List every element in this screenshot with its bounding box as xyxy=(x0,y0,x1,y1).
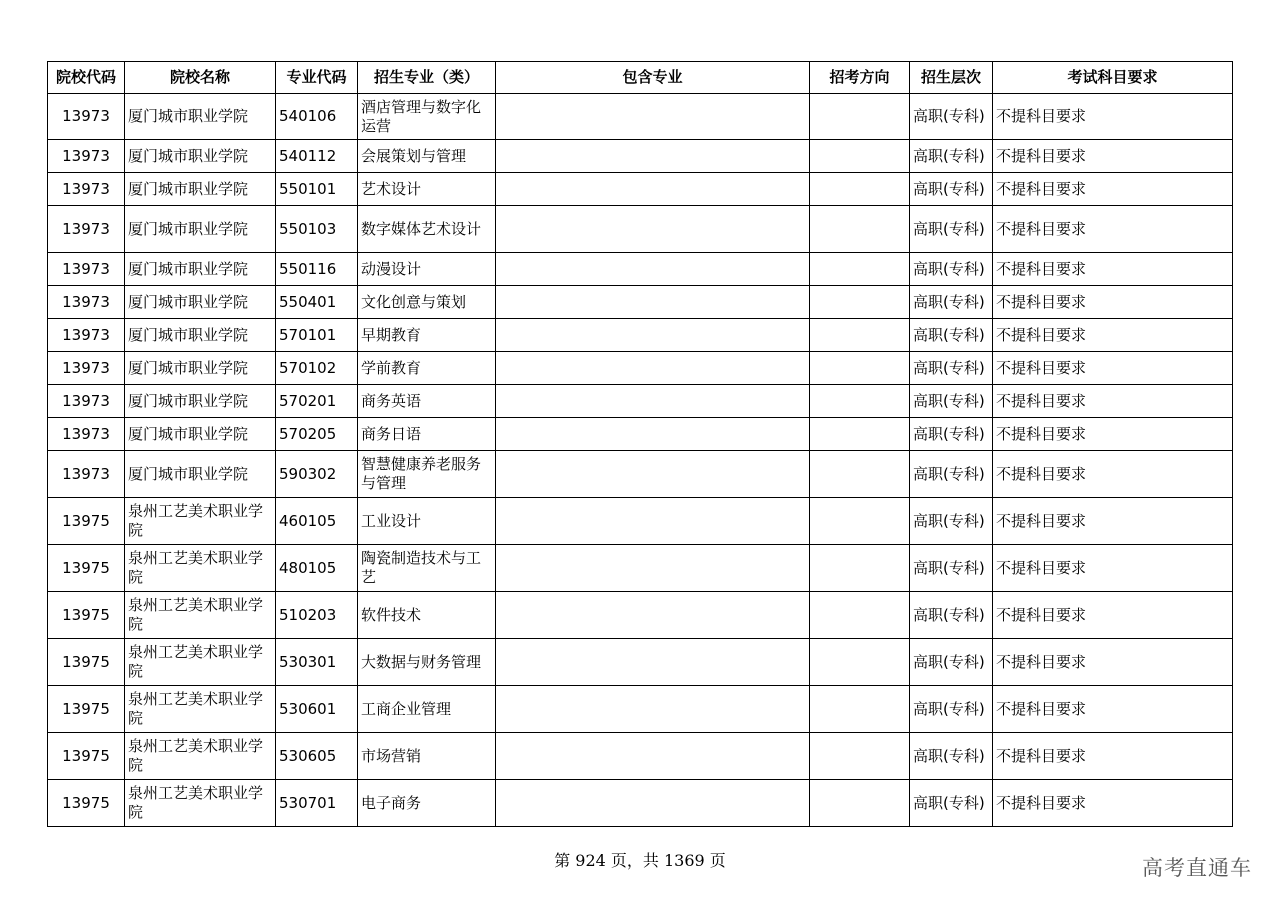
cell-school-code: 13975 xyxy=(48,592,125,639)
cell-direction xyxy=(810,352,910,385)
cell-direction xyxy=(810,639,910,686)
cell-major: 智慧健康养老服务与管理 xyxy=(358,451,496,498)
cell-major-code: 530601 xyxy=(276,686,358,733)
cell-direction xyxy=(810,173,910,206)
header-major-code: 专业代码 xyxy=(276,62,358,94)
cell-major-code: 530701 xyxy=(276,780,358,827)
cell-school-name: 厦门城市职业学院 xyxy=(125,451,276,498)
table-row xyxy=(48,418,1233,451)
cell-school-code: 13973 xyxy=(48,140,125,173)
cell-school-code: 13973 xyxy=(48,253,125,286)
watermark: 高考直通车 xyxy=(1142,856,1252,880)
cell-school-code: 13975 xyxy=(48,686,125,733)
cell-level: 高职(专科) xyxy=(910,451,993,498)
cell-major-code: 550101 xyxy=(276,173,358,206)
cell-school-name: 厦门城市职业学院 xyxy=(125,319,276,352)
cell-school-name: 泉州工艺美术职业学院 xyxy=(125,592,276,639)
cell-school-code: 13973 xyxy=(48,319,125,352)
cell-school-name: 泉州工艺美术职业学院 xyxy=(125,780,276,827)
cell-school-name: 泉州工艺美术职业学院 xyxy=(125,686,276,733)
cell-direction xyxy=(810,286,910,319)
cell-major: 软件技术 xyxy=(358,592,496,639)
header-row xyxy=(48,62,1233,94)
cell-school-code: 13975 xyxy=(48,498,125,545)
cell-direction xyxy=(810,498,910,545)
cell-subject-requirement: 不提科目要求 xyxy=(993,173,1233,206)
cell-major-code: 570205 xyxy=(276,418,358,451)
cell-school-name: 厦门城市职业学院 xyxy=(125,418,276,451)
cell-school-name: 厦门城市职业学院 xyxy=(125,352,276,385)
cell-school-name: 泉州工艺美术职业学院 xyxy=(125,498,276,545)
cell-school-name: 厦门城市职业学院 xyxy=(125,206,276,253)
cell-subject-requirement: 不提科目要求 xyxy=(993,686,1233,733)
cell-major-code: 510203 xyxy=(276,592,358,639)
cell-included-majors xyxy=(496,94,810,140)
header-major: 招生专业（类） xyxy=(358,62,496,94)
cell-direction xyxy=(810,545,910,592)
cell-direction xyxy=(810,253,910,286)
cell-level: 高职(专科) xyxy=(910,94,993,140)
cell-level: 高职(专科) xyxy=(910,140,993,173)
cell-school-name: 厦门城市职业学院 xyxy=(125,286,276,319)
header-school-code: 院校代码 xyxy=(48,62,125,94)
cell-level: 高职(专科) xyxy=(910,418,993,451)
cell-major: 学前教育 xyxy=(358,352,496,385)
cell-direction xyxy=(810,780,910,827)
cell-school-code: 13973 xyxy=(48,418,125,451)
cell-school-name: 泉州工艺美术职业学院 xyxy=(125,639,276,686)
cell-major-code: 590302 xyxy=(276,451,358,498)
table-row xyxy=(48,206,1233,253)
header-level: 招生层次 xyxy=(910,62,993,94)
cell-subject-requirement: 不提科目要求 xyxy=(993,94,1233,140)
cell-major-code: 550103 xyxy=(276,206,358,253)
table-row xyxy=(48,545,1233,592)
cell-school-name: 厦门城市职业学院 xyxy=(125,94,276,140)
cell-subject-requirement: 不提科目要求 xyxy=(993,352,1233,385)
cell-major-code: 570101 xyxy=(276,319,358,352)
cell-major-code: 530605 xyxy=(276,733,358,780)
table-row xyxy=(48,639,1233,686)
cell-subject-requirement: 不提科目要求 xyxy=(993,639,1233,686)
cell-included-majors xyxy=(496,140,810,173)
table-row xyxy=(48,286,1233,319)
cell-level: 高职(专科) xyxy=(910,545,993,592)
cell-major-code: 530301 xyxy=(276,639,358,686)
table-row xyxy=(48,686,1233,733)
cell-included-majors xyxy=(496,253,810,286)
cell-included-majors xyxy=(496,686,810,733)
table-row xyxy=(48,140,1233,173)
cell-subject-requirement: 不提科目要求 xyxy=(993,780,1233,827)
cell-direction xyxy=(810,206,910,253)
table-body xyxy=(48,94,1233,827)
cell-subject-requirement: 不提科目要求 xyxy=(993,418,1233,451)
cell-school-name: 厦门城市职业学院 xyxy=(125,173,276,206)
cell-school-code: 13975 xyxy=(48,733,125,780)
cell-major: 市场营销 xyxy=(358,733,496,780)
cell-direction xyxy=(810,733,910,780)
cell-major: 商务英语 xyxy=(358,385,496,418)
cell-school-code: 13973 xyxy=(48,286,125,319)
cell-school-code: 13973 xyxy=(48,206,125,253)
cell-major-code: 460105 xyxy=(276,498,358,545)
page-number: 第 924 页，共 1369 页 xyxy=(554,851,726,870)
cell-level: 高职(专科) xyxy=(910,253,993,286)
cell-school-code: 13973 xyxy=(48,94,125,140)
cell-school-code: 13973 xyxy=(48,451,125,498)
header-school-name: 院校名称 xyxy=(125,62,276,94)
cell-school-code: 13975 xyxy=(48,639,125,686)
cell-major: 大数据与财务管理 xyxy=(358,639,496,686)
cell-major-code: 550401 xyxy=(276,286,358,319)
cell-included-majors xyxy=(496,206,810,253)
admissions-table xyxy=(47,61,1233,827)
cell-subject-requirement: 不提科目要求 xyxy=(993,286,1233,319)
cell-subject-requirement: 不提科目要求 xyxy=(993,733,1233,780)
cell-level: 高职(专科) xyxy=(910,686,993,733)
cell-major-code: 540106 xyxy=(276,94,358,140)
cell-major: 工业设计 xyxy=(358,498,496,545)
cell-level: 高职(专科) xyxy=(910,639,993,686)
cell-included-majors xyxy=(496,385,810,418)
header-direction: 招考方向 xyxy=(810,62,910,94)
cell-subject-requirement: 不提科目要求 xyxy=(993,451,1233,498)
cell-major: 陶瓷制造技术与工艺 xyxy=(358,545,496,592)
cell-major: 文化创意与策划 xyxy=(358,286,496,319)
cell-direction xyxy=(810,94,910,140)
cell-included-majors xyxy=(496,352,810,385)
cell-major: 数字媒体艺术设计 xyxy=(358,206,496,253)
cell-direction xyxy=(810,140,910,173)
cell-direction xyxy=(810,451,910,498)
cell-school-code: 13973 xyxy=(48,173,125,206)
cell-level: 高职(专科) xyxy=(910,319,993,352)
cell-subject-requirement: 不提科目要求 xyxy=(993,498,1233,545)
cell-level: 高职(专科) xyxy=(910,733,993,780)
cell-major: 早期教育 xyxy=(358,319,496,352)
table-row xyxy=(48,94,1233,140)
cell-included-majors xyxy=(496,780,810,827)
cell-subject-requirement: 不提科目要求 xyxy=(993,140,1233,173)
cell-subject-requirement: 不提科目要求 xyxy=(993,385,1233,418)
header-included-majors: 包含专业 xyxy=(496,62,810,94)
cell-school-name: 厦门城市职业学院 xyxy=(125,385,276,418)
cell-school-code: 13973 xyxy=(48,352,125,385)
cell-major-code: 480105 xyxy=(276,545,358,592)
cell-subject-requirement: 不提科目要求 xyxy=(993,253,1233,286)
cell-major: 艺术设计 xyxy=(358,173,496,206)
cell-included-majors xyxy=(496,639,810,686)
cell-subject-requirement: 不提科目要求 xyxy=(993,319,1233,352)
table-row xyxy=(48,592,1233,639)
cell-direction xyxy=(810,418,910,451)
cell-level: 高职(专科) xyxy=(910,592,993,639)
cell-major-code: 570102 xyxy=(276,352,358,385)
cell-major-code: 570201 xyxy=(276,385,358,418)
cell-direction xyxy=(810,319,910,352)
header-subject-requirement: 考试科目要求 xyxy=(993,62,1233,94)
cell-school-code: 13975 xyxy=(48,780,125,827)
cell-school-name: 厦门城市职业学院 xyxy=(125,253,276,286)
cell-included-majors xyxy=(496,319,810,352)
table-row xyxy=(48,498,1233,545)
table-row xyxy=(48,173,1233,206)
cell-school-name: 泉州工艺美术职业学院 xyxy=(125,733,276,780)
cell-level: 高职(专科) xyxy=(910,780,993,827)
cell-major-code: 550116 xyxy=(276,253,358,286)
cell-school-name: 泉州工艺美术职业学院 xyxy=(125,545,276,592)
cell-level: 高职(专科) xyxy=(910,286,993,319)
cell-included-majors xyxy=(496,592,810,639)
cell-included-majors xyxy=(496,451,810,498)
cell-major-code: 540112 xyxy=(276,140,358,173)
table-row xyxy=(48,733,1233,780)
cell-level: 高职(专科) xyxy=(910,385,993,418)
cell-direction xyxy=(810,592,910,639)
cell-school-code: 13975 xyxy=(48,545,125,592)
cell-subject-requirement: 不提科目要求 xyxy=(993,545,1233,592)
cell-major: 电子商务 xyxy=(358,780,496,827)
cell-direction xyxy=(810,385,910,418)
cell-included-majors xyxy=(496,545,810,592)
cell-level: 高职(专科) xyxy=(910,498,993,545)
table-row xyxy=(48,451,1233,498)
table-row xyxy=(48,385,1233,418)
cell-major: 酒店管理与数字化运营 xyxy=(358,94,496,140)
cell-included-majors xyxy=(496,173,810,206)
cell-direction xyxy=(810,686,910,733)
cell-level: 高职(专科) xyxy=(910,173,993,206)
cell-included-majors xyxy=(496,733,810,780)
cell-included-majors xyxy=(496,286,810,319)
cell-included-majors xyxy=(496,498,810,545)
cell-school-name: 厦门城市职业学院 xyxy=(125,140,276,173)
cell-subject-requirement: 不提科目要求 xyxy=(993,592,1233,639)
table-row xyxy=(48,352,1233,385)
cell-major: 动漫设计 xyxy=(358,253,496,286)
cell-major: 工商企业管理 xyxy=(358,686,496,733)
table-row xyxy=(48,319,1233,352)
cell-school-code: 13973 xyxy=(48,385,125,418)
cell-major: 商务日语 xyxy=(358,418,496,451)
table-row xyxy=(48,780,1233,827)
cell-level: 高职(专科) xyxy=(910,352,993,385)
table-row xyxy=(48,253,1233,286)
cell-subject-requirement: 不提科目要求 xyxy=(993,206,1233,253)
cell-included-majors xyxy=(496,418,810,451)
cell-level: 高职(专科) xyxy=(910,206,993,253)
cell-major: 会展策划与管理 xyxy=(358,140,496,173)
